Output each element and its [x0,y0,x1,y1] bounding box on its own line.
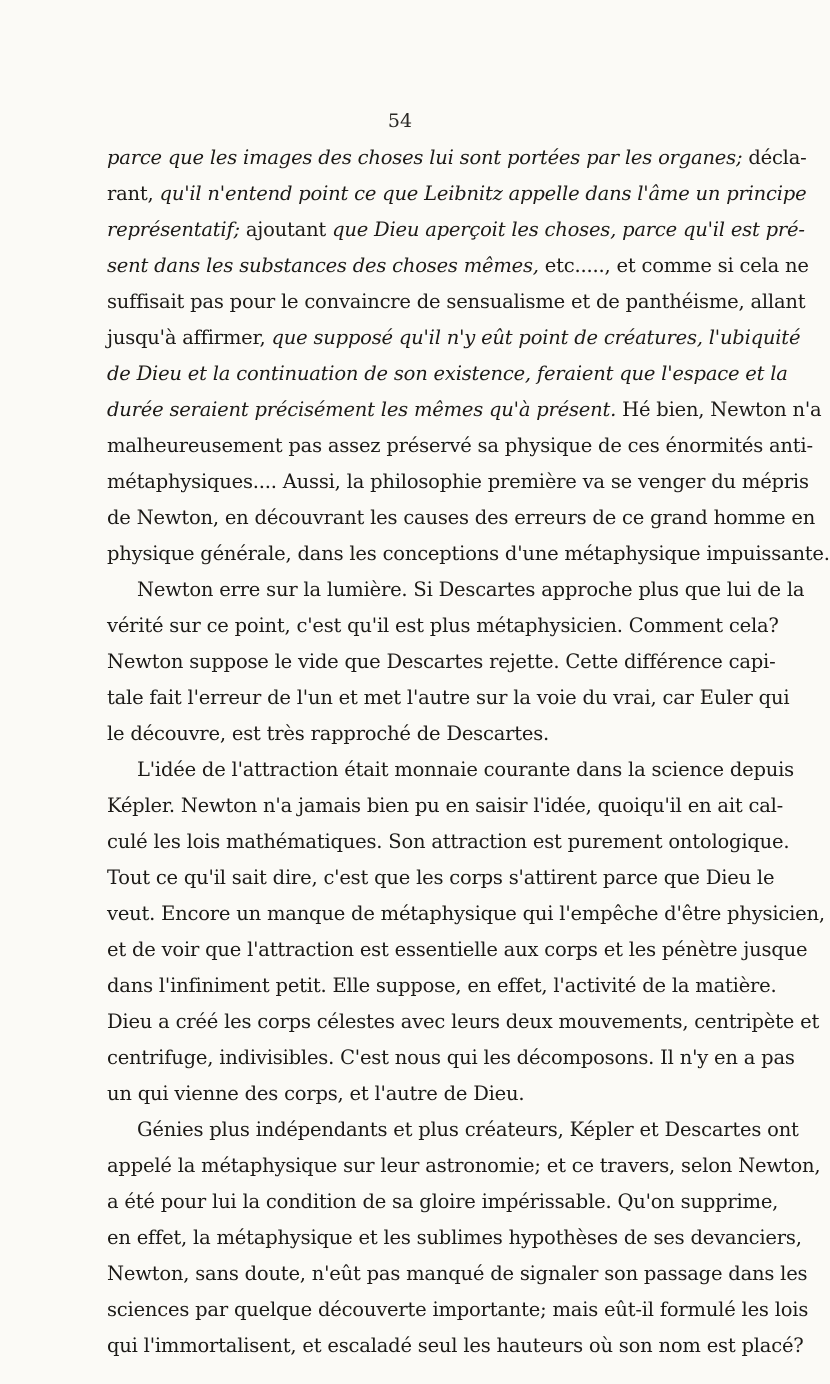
text-segment: Hé bien, Newton n'a [616,398,822,421]
text-segment: Génies plus indépendants et plus créateurs, Képler et Descartes ont [137,1118,799,1141]
text-segment: ajoutant [239,218,333,241]
text-line [107,536,830,572]
italic-segment: parce que les images des choses lui sont portées par les organes; [107,146,743,169]
italic-segment: de Dieu et la continuation de son existence, feraient que l'espace et la [107,362,788,385]
text-line [107,140,807,176]
text-segment: culé les lois mathématiques. Son attraction est purement ontologique. [107,830,790,853]
text-line [107,212,805,248]
text-segment: etc....., et comme si cela ne [538,254,809,277]
text-segment: le découvre, est très rapproché de Descartes. [107,722,550,745]
text-line [107,1328,804,1364]
italic-segment: que Dieu aperçoit les choses, parce qu'il est pré- [332,218,805,241]
text-line [107,716,713,752]
text-line [107,1076,713,1112]
text-segment: veut. Encore un manque de métaphysique qui l'empêche d'être physicien, [107,902,825,925]
text-line [107,428,813,464]
text-line [107,932,808,968]
page-text [107,140,830,1364]
text-line [107,1292,809,1328]
text-segment: qui l'immortalisent, et escaladé seul les hauteurs où son nom est placé? [107,1334,804,1357]
text-segment: de Newton, en découvrant les causes des erreurs de ce grand homme en [107,506,816,529]
text-segment: L'idée de l'attraction était monnaie courante dans la science depuis [137,758,794,781]
text-segment: malheureusement pas assez préservé sa physique de ces énormités anti- [107,434,813,457]
text-line [107,248,809,284]
text-line [107,752,794,788]
text-segment: vérité sur ce point, c'est qu'il est plus métaphysicien. Comment cela? [107,614,779,637]
text-line [107,464,809,500]
text-segment: et de voir que l'attraction est essentielle aux corps et les pénètre jusque [107,938,808,961]
text-segment: Newton suppose le vide que Descartes rejette. Cette différence capi- [107,650,776,673]
text-line [107,1040,795,1076]
italic-segment: sent dans les substances des choses mêmes, [107,254,539,277]
text-segment: suffisait pas pour le convaincre de sensualisme et de panthéisme, allant [107,290,806,313]
text-segment: en effet, la métaphysique et les sublimes hypothèses de ses devanciers, [107,1226,802,1249]
text-segment: physique générale, dans les conceptions d'une métaphysique impuissante. [107,542,830,565]
text-segment: rant, [107,182,160,205]
text-line [107,572,805,608]
page-number: 54 [387,110,413,132]
text-line [107,1220,802,1256]
text-segment: un qui vienne des corps, et l'autre de Dieu. [107,1082,525,1105]
text-line [107,644,776,680]
text-segment: Képler. Newton n'a jamais bien pu en saisir l'idée, quoiqu'il en ait cal- [107,794,784,817]
text-line [107,1112,799,1148]
text-segment: Tout ce qu'il sait dire, c'est que les corps s'attirent parce que Dieu le [107,866,775,889]
text-line [107,680,790,716]
text-line [107,824,790,860]
text-segment: décla- [742,146,807,169]
text-segment: a été pour lui la condition de sa gloire impérissable. Qu'on supprime, [107,1190,779,1213]
text-segment: métaphysiques.... Aussi, la philosophie première va se venger du mépris [107,470,809,493]
text-line [107,1256,808,1292]
text-segment: dans l'infiniment petit. Elle suppose, en effet, l'activité de la matière. [107,974,777,997]
text-line [107,1184,779,1220]
text-segment: jusqu'à affirmer, [107,326,272,349]
text-segment: Newton, sans doute, n'eût pas manqué de signaler son passage dans les [107,1262,808,1285]
text-line [107,1148,821,1184]
text-line [107,968,777,1004]
text-line [107,500,816,536]
text-line [107,896,825,932]
text-line [107,284,806,320]
italic-segment: durée seraient précisément les mêmes qu'à présent. [107,398,617,421]
italic-segment: que supposé qu'il n'y eût point de créatures, l'ubiquité [271,326,801,349]
text-segment: Dieu a créé les corps célestes avec leurs deux mouvements, centripète et [107,1010,820,1033]
text-line [107,608,779,644]
text-line [107,356,788,392]
text-segment: appelé la métaphysique sur leur astronomie; et ce travers, selon Newton, [107,1154,821,1177]
italic-segment: représentatif; [107,218,240,241]
text-segment: tale fait l'erreur de l'un et met l'autre sur la voie du vrai, car Euler qui [107,686,790,709]
text-segment: centrifuge, indivisibles. C'est nous qui les décomposons. Il n'y en a pas [107,1046,795,1069]
text-segment: sciences par quelque découverte importante; mais eût-il formulé les lois [107,1298,809,1321]
text-line [107,788,784,824]
text-line [107,1004,820,1040]
italic-segment: qu'il n'entend point ce que Leibnitz appelle dans l'âme un principe [159,182,807,205]
text-segment: Newton erre sur la lumière. Si Descartes approche plus que lui de la [137,578,805,601]
text-line [107,392,822,428]
text-line [107,176,807,212]
text-line [107,320,801,356]
text-line [107,860,775,896]
